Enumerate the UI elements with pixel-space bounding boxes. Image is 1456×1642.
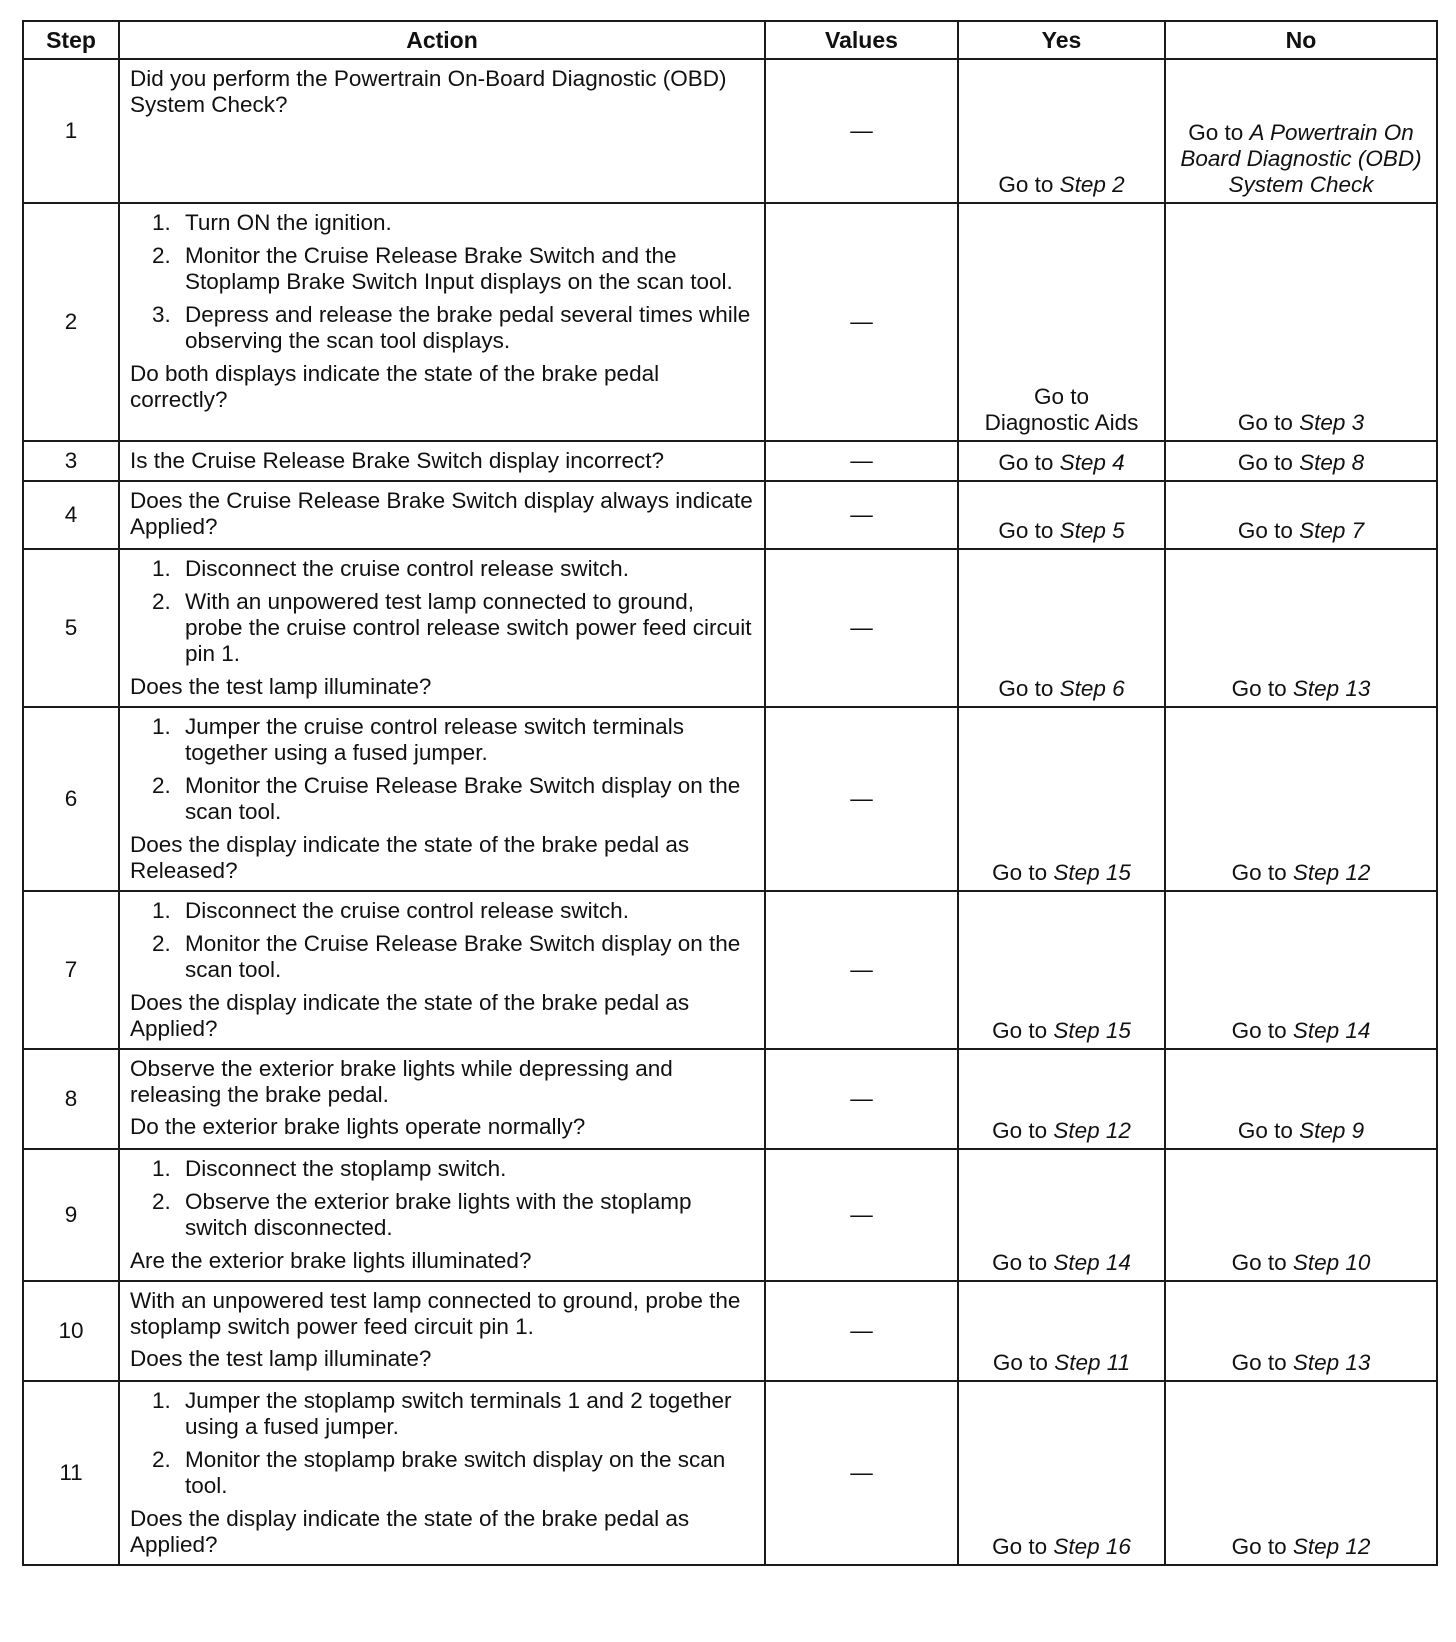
step-number: 10 [23, 1281, 119, 1381]
action-step-item [130, 1156, 754, 1182]
action-step-text: Monitor the stoplamp brake switch display on the scan tool. [185, 1447, 726, 1498]
go-to-prefix: Go to [992, 1350, 1055, 1375]
yes-cell [958, 441, 1165, 481]
action-question: Does the test lamp illuminate? [130, 1346, 432, 1371]
go-to-prefix: Go to [992, 1018, 1054, 1043]
go-to-target: Step 8 [1299, 450, 1365, 475]
go-to-target: Step 6 [1059, 676, 1125, 701]
no-go-to-link[interactable] [1166, 410, 1436, 436]
action-step-number: 1. [152, 898, 171, 923]
go-to-prefix: Go to [998, 450, 1060, 475]
yes-cell [958, 1049, 1165, 1149]
step-number: 3 [23, 441, 119, 481]
action-cell [119, 441, 765, 481]
table-row [23, 1149, 1437, 1281]
values-cell: — [765, 1381, 958, 1565]
action-cell [119, 481, 765, 549]
header-values: Values [765, 21, 958, 59]
go-to-target: Step 15 [1053, 1018, 1131, 1043]
action-text: Does the Cruise Release Brake Switch display always indicate Applied? [130, 488, 753, 539]
yes-cell [958, 1281, 1165, 1381]
action-step-item [130, 302, 754, 354]
yes-cell [958, 203, 1165, 441]
header-yes: Yes [958, 21, 1165, 59]
no-go-to-link[interactable] [1166, 518, 1436, 544]
action-step-text: Disconnect the cruise control release switch. [185, 898, 629, 923]
go-to-target: Step 16 [1053, 1534, 1131, 1559]
step-number: 6 [23, 707, 119, 891]
no-go-to-link[interactable] [1166, 120, 1436, 198]
action-cell [119, 891, 765, 1049]
table-row [23, 707, 1437, 891]
go-to-prefix: Go to [998, 676, 1060, 701]
yes-go-to-link[interactable] [959, 172, 1164, 198]
action-step-number: 1. [152, 556, 171, 581]
table-row [23, 481, 1437, 549]
action-question: Does the display indicate the state of the brake pedal as Released? [130, 832, 690, 883]
step-number: 5 [23, 549, 119, 707]
action-step-text: Turn ON the ignition. [185, 210, 392, 235]
go-to-target: Step 12 [1292, 860, 1371, 885]
no-cell [1165, 1149, 1437, 1281]
action-step-item [130, 1388, 754, 1440]
action-text: Is the Cruise Release Brake Switch display incorrect? [130, 448, 664, 473]
step-number: 2 [23, 203, 119, 441]
go-to-prefix: Go to [1033, 384, 1090, 409]
no-go-to-link[interactable] [1166, 1534, 1436, 1560]
yes-go-to-link[interactable] [959, 450, 1164, 476]
action-cell [119, 1149, 765, 1281]
action-step-number: 3. [152, 302, 171, 327]
no-go-to-link[interactable] [1166, 676, 1436, 702]
header-action: Action [119, 21, 765, 59]
go-to-target: Step 12 [1053, 1118, 1131, 1143]
no-cell [1165, 59, 1437, 203]
go-to-prefix: Go to [1231, 1250, 1293, 1275]
values-cell: — [765, 59, 958, 203]
go-to-prefix: Go to [1231, 860, 1293, 885]
action-step-item [130, 931, 754, 983]
go-to-prefix: Go to [1237, 1118, 1300, 1143]
values-cell: — [765, 203, 958, 441]
table-row [23, 203, 1437, 441]
go-to-target: Step 3 [1299, 410, 1365, 435]
go-to-prefix: Go to [1188, 120, 1250, 145]
go-to-target: Step 9 [1299, 1118, 1365, 1143]
action-step-item [130, 898, 754, 924]
action-step-number: 1. [152, 714, 171, 739]
values-cell: — [765, 707, 958, 891]
no-cell [1165, 481, 1437, 549]
go-to-target: Step 4 [1059, 450, 1125, 475]
go-to-prefix: Go to [998, 518, 1060, 543]
action-steps-list [130, 1388, 754, 1499]
action-step-number: 1. [152, 210, 171, 235]
action-question: Does the display indicate the state of the brake pedal as Applied? [130, 990, 690, 1041]
action-step-item [130, 714, 754, 766]
values-cell: — [765, 1049, 958, 1149]
go-to-prefix: Go to [1237, 450, 1300, 475]
action-step-number: 2. [152, 773, 171, 798]
go-to-target: Step 14 [1292, 1018, 1371, 1043]
yes-go-to-link[interactable] [959, 1534, 1164, 1560]
table-row [23, 1049, 1437, 1149]
yes-go-to-link[interactable] [959, 676, 1164, 702]
step-number: 1 [23, 59, 119, 203]
go-to-prefix: Go to [1231, 1350, 1293, 1375]
table-header-row [23, 21, 1437, 59]
table-row [23, 59, 1437, 203]
go-to-prefix: Go to [992, 1250, 1054, 1275]
table-row [23, 891, 1437, 1049]
go-to-prefix: Go to [992, 860, 1054, 885]
yes-cell [958, 481, 1165, 549]
go-to-target: Step 12 [1292, 1534, 1371, 1559]
action-step-item [130, 210, 754, 236]
no-cell [1165, 707, 1437, 891]
no-cell [1165, 203, 1437, 441]
action-cell [119, 1381, 765, 1565]
values-cell: — [765, 441, 958, 481]
go-to-target: Diagnostic Aids [984, 410, 1139, 435]
action-step-number: 2. [152, 589, 171, 614]
action-step-item [130, 589, 754, 667]
no-cell [1165, 1049, 1437, 1149]
go-to-prefix: Go to [992, 1118, 1054, 1143]
table-row [23, 1381, 1437, 1565]
step-number: 4 [23, 481, 119, 549]
action-step-item [130, 773, 754, 825]
no-go-to-link[interactable] [1166, 1350, 1436, 1376]
action-steps-list [130, 714, 754, 825]
action-question: Do both displays indicate the state of the brake pedal correctly? [130, 361, 660, 412]
action-question: Does the test lamp illuminate? [130, 674, 432, 699]
no-go-to-link[interactable] [1166, 450, 1436, 476]
values-cell: — [765, 481, 958, 549]
action-question: Are the exterior brake lights illuminated? [130, 1248, 532, 1273]
yes-go-to-link[interactable] [959, 1250, 1164, 1276]
yes-go-to-link[interactable] [959, 518, 1164, 544]
diagnostic-table-page [22, 20, 1436, 1566]
action-step-item [130, 1447, 754, 1499]
action-steps-list [130, 898, 754, 983]
no-go-to-link[interactable] [1166, 860, 1436, 886]
action-steps-list [130, 1156, 754, 1241]
go-to-target: A Powertrain On Board Diagnostic (OBD) System Check [1180, 120, 1422, 197]
yes-cell [958, 891, 1165, 1049]
yes-go-to-link[interactable] [959, 384, 1164, 436]
no-cell [1165, 549, 1437, 707]
values-cell: — [765, 1281, 958, 1381]
action-question: Does the display indicate the state of the brake pedal as Applied? [130, 1506, 690, 1557]
action-step-number: 2. [152, 243, 171, 268]
go-to-target: Step 10 [1292, 1250, 1371, 1275]
go-to-prefix: Go to [1231, 1018, 1293, 1043]
action-step-text: Disconnect the stoplamp switch. [185, 1156, 507, 1181]
yes-cell [958, 1149, 1165, 1281]
action-cell [119, 549, 765, 707]
action-step-text: Jumper the cruise control release switch terminals together using a fused jumper. [185, 714, 684, 765]
yes-cell [958, 1381, 1165, 1565]
action-step-item [130, 1189, 754, 1241]
yes-cell [958, 707, 1165, 891]
no-cell [1165, 1281, 1437, 1381]
go-to-target: Step 13 [1292, 1350, 1371, 1375]
go-to-target: Step 2 [1059, 172, 1125, 197]
no-cell [1165, 441, 1437, 481]
yes-go-to-link[interactable] [959, 1018, 1164, 1044]
go-to-target: Step 5 [1059, 518, 1125, 543]
values-cell: — [765, 1149, 958, 1281]
go-to-prefix: Go to [1231, 676, 1293, 701]
action-step-text: Monitor the Cruise Release Brake Switch display on the scan tool. [185, 931, 741, 982]
action-step-text: Disconnect the cruise control release switch. [185, 556, 629, 581]
action-cell [119, 1281, 765, 1381]
go-to-prefix: Go to [1237, 518, 1300, 543]
action-step-text: Monitor the Cruise Release Brake Switch display on the scan tool. [185, 773, 741, 824]
action-text: With an unpowered test lamp connected to ground, probe the stoplamp switch power feed circuit pin 1. [130, 1288, 741, 1339]
table-row [23, 549, 1437, 707]
go-to-target: Step 7 [1299, 518, 1365, 543]
action-step-number: 2. [152, 1189, 171, 1214]
go-to-target: Step 11 [1054, 1350, 1131, 1375]
values-cell: — [765, 891, 958, 1049]
yes-cell [958, 549, 1165, 707]
header-step: Step [23, 21, 119, 59]
go-to-prefix: Go to [1231, 1534, 1293, 1559]
no-go-to-link[interactable] [1166, 1250, 1436, 1276]
action-cell [119, 59, 765, 203]
no-go-to-link[interactable] [1166, 1118, 1436, 1144]
action-step-item [130, 243, 754, 295]
no-cell [1165, 1381, 1437, 1565]
step-number: 7 [23, 891, 119, 1049]
action-step-text: Depress and release the brake pedal several times while observing the scan tool displays. [185, 302, 751, 353]
action-cell [119, 203, 765, 441]
go-to-target: Step 15 [1053, 860, 1131, 885]
action-step-number: 2. [152, 931, 171, 956]
step-number: 9 [23, 1149, 119, 1281]
yes-go-to-link[interactable] [959, 1118, 1164, 1144]
action-step-number: 1. [152, 1388, 171, 1413]
no-go-to-link[interactable] [1166, 1018, 1436, 1044]
yes-go-to-link[interactable] [959, 860, 1164, 886]
action-step-text: With an unpowered test lamp connected to ground, probe the cruise control release switch power feed circuit pin 1. [185, 589, 752, 666]
action-question: Do the exterior brake lights operate normally? [130, 1114, 586, 1139]
diagnostic-table [22, 20, 1438, 1566]
go-to-prefix: Go to [992, 1534, 1054, 1559]
step-number: 8 [23, 1049, 119, 1149]
action-cell [119, 707, 765, 891]
go-to-target: Step 14 [1053, 1250, 1131, 1275]
values-cell: — [765, 549, 958, 707]
yes-go-to-link[interactable] [959, 1350, 1164, 1376]
action-step-text: Monitor the Cruise Release Brake Switch and the Stoplamp Brake Switch Input displays on the scan tool. [185, 243, 733, 294]
action-step-number: 1. [152, 1156, 171, 1181]
header-no: No [1165, 21, 1437, 59]
table-body [23, 59, 1437, 1565]
table-row [23, 441, 1437, 481]
go-to-prefix: Go to [1237, 410, 1300, 435]
table-row [23, 1281, 1437, 1381]
action-text: Observe the exterior brake lights while depressing and releasing the brake pedal. [130, 1056, 673, 1107]
step-number: 11 [23, 1381, 119, 1565]
action-steps-list [130, 556, 754, 667]
action-step-text: Observe the exterior brake lights with the stoplamp switch disconnected. [185, 1189, 692, 1240]
no-cell [1165, 891, 1437, 1049]
action-step-item [130, 556, 754, 582]
action-text: Did you perform the Powertrain On-Board Diagnostic (OBD) System Check? [130, 66, 727, 117]
go-to-prefix: Go to [998, 172, 1060, 197]
action-step-number: 2. [152, 1447, 171, 1472]
action-cell [119, 1049, 765, 1149]
action-step-text: Jumper the stoplamp switch terminals 1 and 2 together using a fused jumper. [185, 1388, 732, 1439]
go-to-target: Step 13 [1292, 676, 1371, 701]
action-steps-list [130, 210, 754, 354]
yes-cell [958, 59, 1165, 203]
